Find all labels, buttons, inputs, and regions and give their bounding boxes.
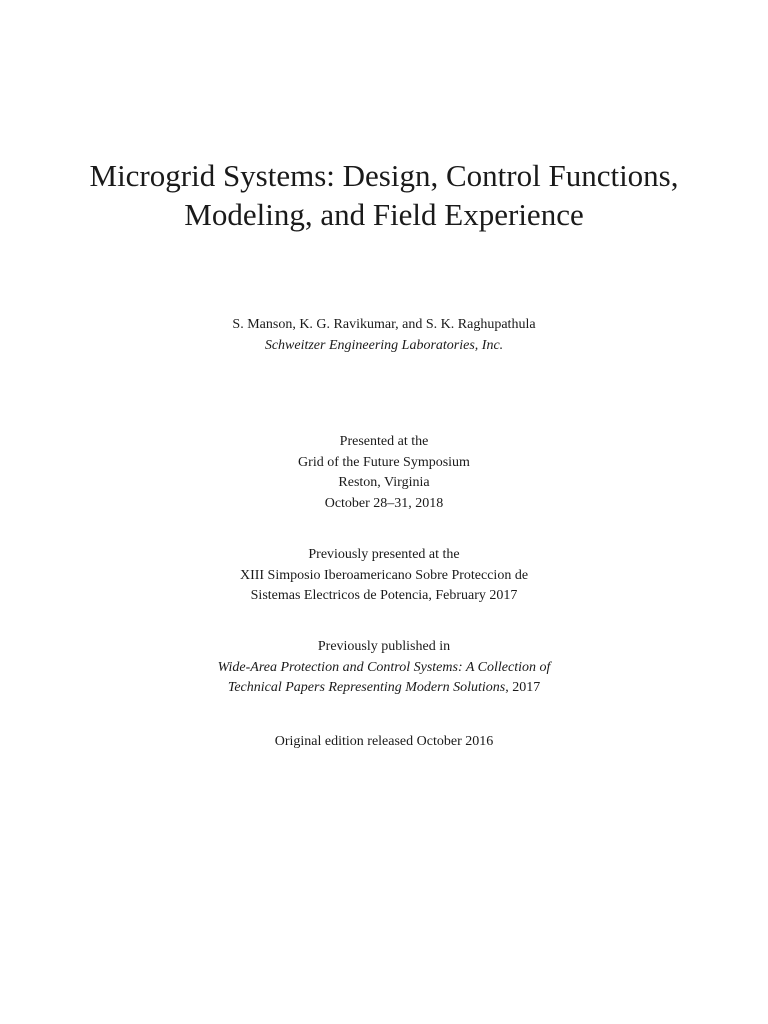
previously-published-block bbox=[60, 637, 708, 699]
previously-published-intro: Previously published in bbox=[317, 639, 451, 654]
paper-title-line-1: Microgrid Systems: Design, Control Functions, bbox=[89, 158, 679, 193]
previously-presented-event-line-2: Sistemas Electricos de Potencia, February 2017 bbox=[250, 588, 518, 603]
previously-presented-block bbox=[60, 545, 708, 607]
author-names: S. Manson, K. G. Ravikumar, and S. K. Raghupathula bbox=[232, 317, 536, 332]
author-affiliation: Schweitzer Engineering Laboratories, Inc. bbox=[264, 337, 504, 353]
original-edition-text: Original edition released October 2016 bbox=[274, 734, 494, 749]
presented-location: Reston, Virginia bbox=[338, 475, 430, 490]
published-year: , 2017 bbox=[505, 680, 541, 695]
previously-presented-intro: Previously presented at the bbox=[308, 547, 460, 562]
original-edition-block bbox=[60, 732, 708, 753]
presented-intro: Presented at the bbox=[339, 434, 429, 449]
paper-title bbox=[40, 156, 728, 234]
published-book-line-1: Wide-Area Protection and Control Systems: A Collection of bbox=[217, 659, 551, 675]
presented-event: Grid of the Future Symposium bbox=[298, 454, 470, 470]
authors-block bbox=[60, 315, 708, 356]
published-book-line-2-wrapper bbox=[60, 678, 708, 699]
published-book-line-2: Technical Papers Representing Modern Solutions bbox=[227, 680, 506, 695]
previously-presented-event-line-1: XIII Simposio Iberoamericano Sobre Proteccion de bbox=[239, 567, 529, 583]
presented-block bbox=[60, 432, 708, 514]
presented-dates: October 28–31, 2018 bbox=[324, 495, 444, 511]
paper-title-line-2: Modeling, and Field Experience bbox=[184, 197, 584, 232]
